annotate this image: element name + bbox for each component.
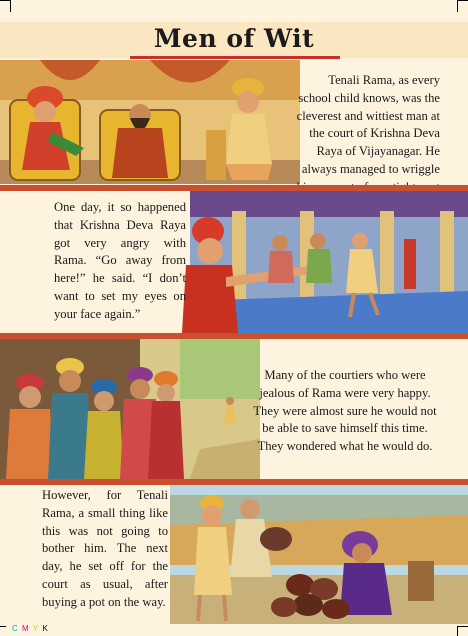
cmyk-y: Y (32, 624, 40, 633)
panel-4 (0, 485, 468, 624)
crop-mark-bottom-left (0, 626, 6, 627)
panel-2-text: One day, it so happened that Krishna Deva Raya got very angry with Rama. “Go away from here!” he said. “I don’t want to set my eyes on your face again.” (54, 200, 186, 321)
cmyk-c: C (12, 624, 19, 633)
panel-1 (0, 60, 468, 184)
panel-1-text: Tenali Rama, as every school child knows, was the cleverest and wittiest man at the court of Krishna Deva Raya of Vijayanagar. He always managed to wriggle (296, 73, 440, 176)
crop-mark-top-right-v (457, 0, 458, 12)
panel-3-text: Many of the courtiers who were jealous of Rama were very happy. They were almost sure he would not be able to save himself this time. They wondered what he would do. (253, 368, 437, 454)
title-underline (130, 56, 340, 59)
crop-mark-bottom-right-v (457, 626, 458, 636)
cmyk-k: K (42, 624, 49, 633)
crop-mark-top-left-v (10, 0, 11, 12)
crop-mark-bottom-right (458, 626, 468, 627)
panel-2 (0, 191, 468, 333)
cmyk-print-marks (12, 624, 49, 633)
page-title: Men of Wit (153, 24, 315, 53)
cmyk-m: M (22, 624, 30, 633)
panel-3 (0, 339, 468, 479)
crop-mark-top-left (0, 0, 10, 1)
crop-mark-top-right (458, 0, 468, 1)
panel-4-text: However, for Tenali Rama, a small thing like this was not going to bother him. The next day, he set off for the court as usual, after buying a pot on the way. (42, 488, 168, 609)
